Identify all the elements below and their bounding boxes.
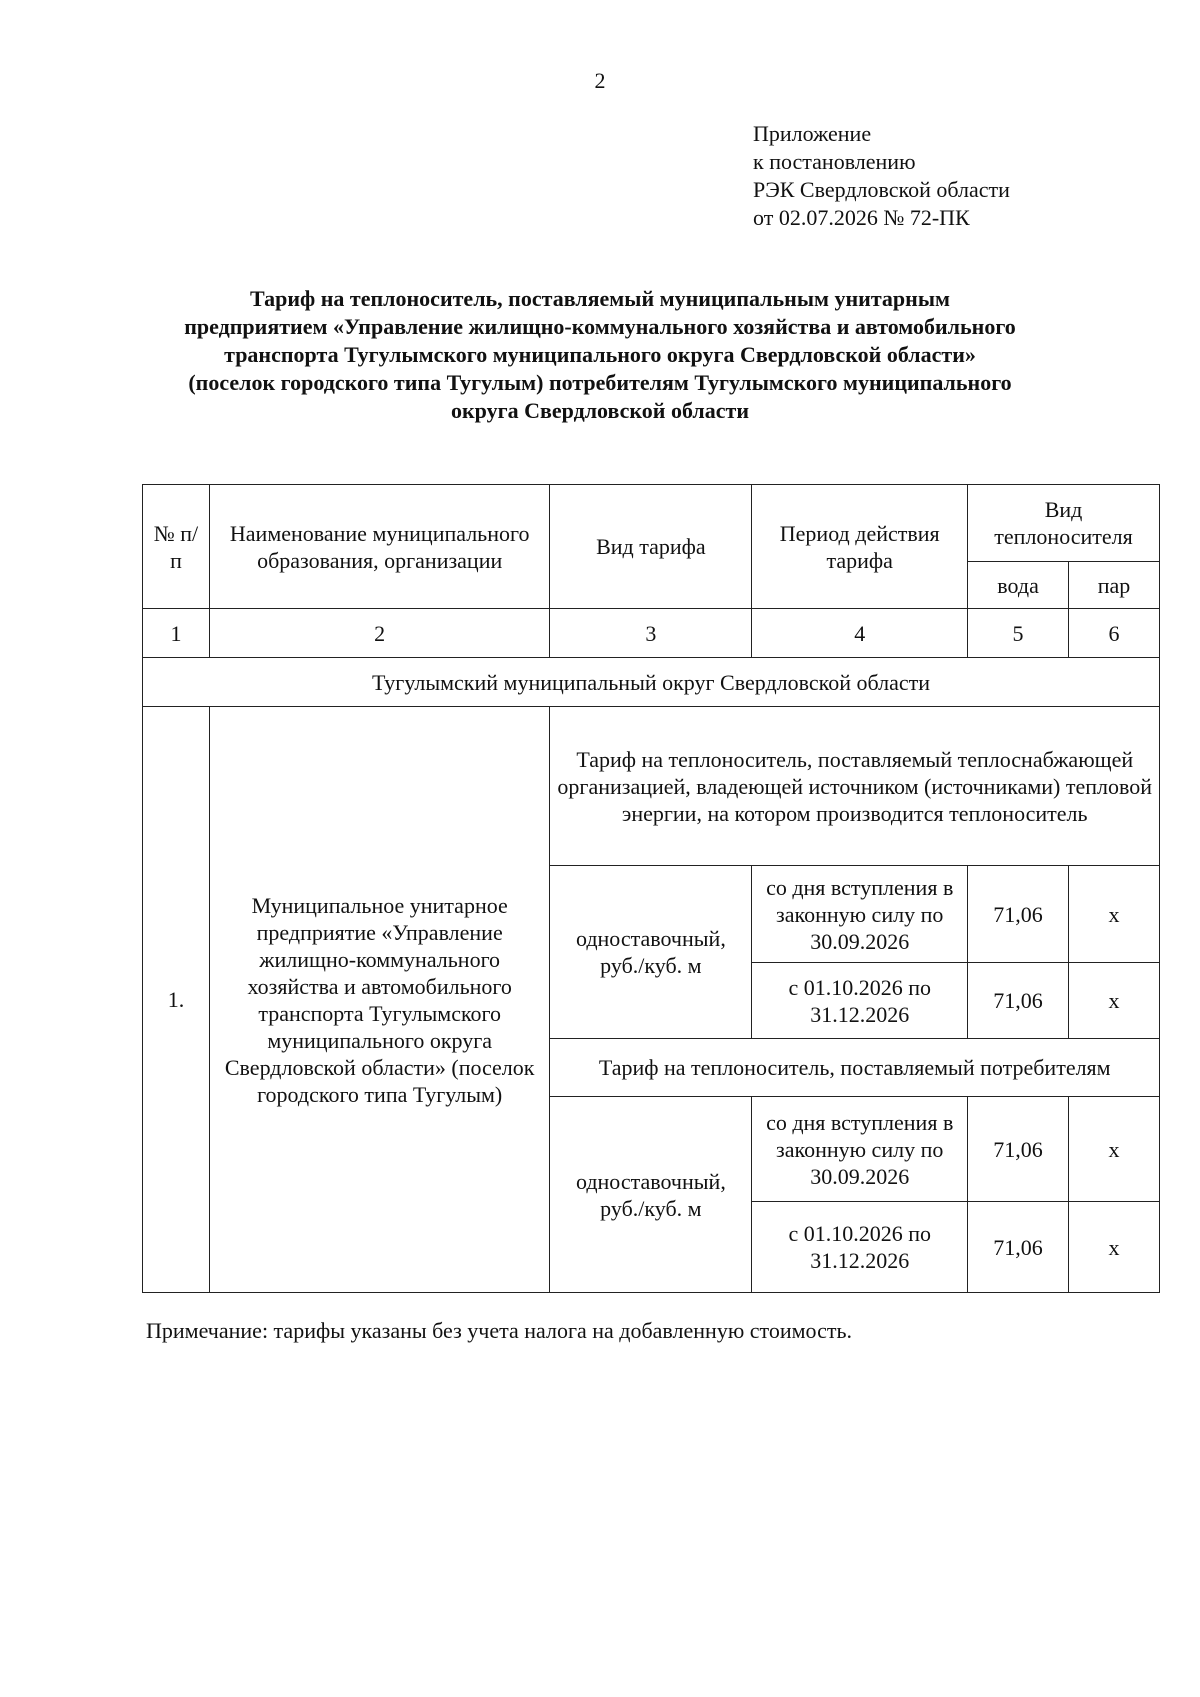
period-cell: с 01.10.2026 по 31.12.2026 [752, 963, 968, 1039]
appendix-line: Приложение [753, 121, 872, 146]
water-value: 71,06 [968, 1097, 1069, 1202]
title-line: округа Свердловской области [450, 398, 750, 423]
column-number: 2 [209, 609, 550, 658]
tariff-type-cell: одноставочный, руб./куб. м [550, 866, 752, 1039]
water-value: 71,06 [968, 963, 1069, 1039]
document-title [140, 285, 1060, 425]
header-water: вода [968, 562, 1069, 609]
steam-value: х [1069, 963, 1160, 1039]
steam-value: х [1069, 866, 1160, 963]
header-name: Наименование муниципального образования, организации [209, 485, 550, 609]
water-value: 71,06 [968, 1202, 1069, 1293]
column-number: 1 [143, 609, 210, 658]
region-name: Тугулымский муниципальный округ Свердловской области [143, 658, 1160, 707]
column-number-row [143, 609, 1160, 658]
tariff-type-cell: одноставочный, руб./куб. м [550, 1097, 752, 1293]
section-heading: Тариф на теплоноситель, поставляемый теплоснабжающей организацией, владеющей источником (источниками) тепловой энергии, на котором производится теплоноситель [550, 707, 1160, 866]
table-header-row [143, 485, 1160, 562]
header-tariff-type: Вид тарифа [550, 485, 752, 609]
column-number: 4 [752, 609, 968, 658]
tariff-table [142, 484, 1160, 1293]
header-no: № п/п [143, 485, 210, 609]
column-number: 5 [968, 609, 1069, 658]
section-heading: Тариф на теплоноситель, поставляемый потребителям [550, 1039, 1160, 1097]
steam-value: х [1069, 1202, 1160, 1293]
header-period: Период действия тарифа [752, 485, 968, 609]
title-line: (поселок городского типа Тугулым) потребителям Тугулымского муниципального [188, 370, 1012, 395]
column-number: 6 [1069, 609, 1160, 658]
title-line: транспорта Тугулымского муниципального округа Свердловской области» [224, 342, 976, 367]
appendix-line: от 02.07.2026 № 72-ПК [753, 205, 970, 230]
footnote: Примечание: тарифы указаны без учета налога на добавленную стоимость. [146, 1318, 852, 1343]
title-line: предприятием «Управление жилищно-коммунального хозяйства и автомобильного [184, 314, 1016, 339]
period-cell: со дня вступления в законную силу по 30.09.2026 [752, 1097, 968, 1202]
period-cell: с 01.10.2026 по 31.12.2026 [752, 1202, 968, 1293]
appendix-line: к постановлению [753, 149, 916, 174]
title-line: Тариф на теплоноситель, поставляемый муниципальным унитарным [249, 286, 950, 311]
region-row [143, 658, 1160, 707]
appendix-line: РЭК Свердловской области [753, 177, 1010, 202]
steam-value: х [1069, 1097, 1160, 1202]
period-cell: со дня вступления в законную силу по 30.09.2026 [752, 866, 968, 963]
item-number: 1. [143, 707, 210, 1293]
water-value: 71,06 [968, 866, 1069, 963]
column-number: 3 [550, 609, 752, 658]
organization-name: Муниципальное унитарное предприятие «Управление жилищно-коммунального хозяйства и автомобильного транспорта Тугулымского муниципального округа Свердловской области» (поселок городского типа Тугулым) [209, 707, 550, 1293]
header-carrier: Вид теплоносителя [968, 485, 1160, 562]
table-row [143, 707, 1160, 866]
header-steam: пар [1069, 562, 1160, 609]
page-number: 2 [594, 68, 606, 93]
appendix-block [753, 120, 1010, 232]
